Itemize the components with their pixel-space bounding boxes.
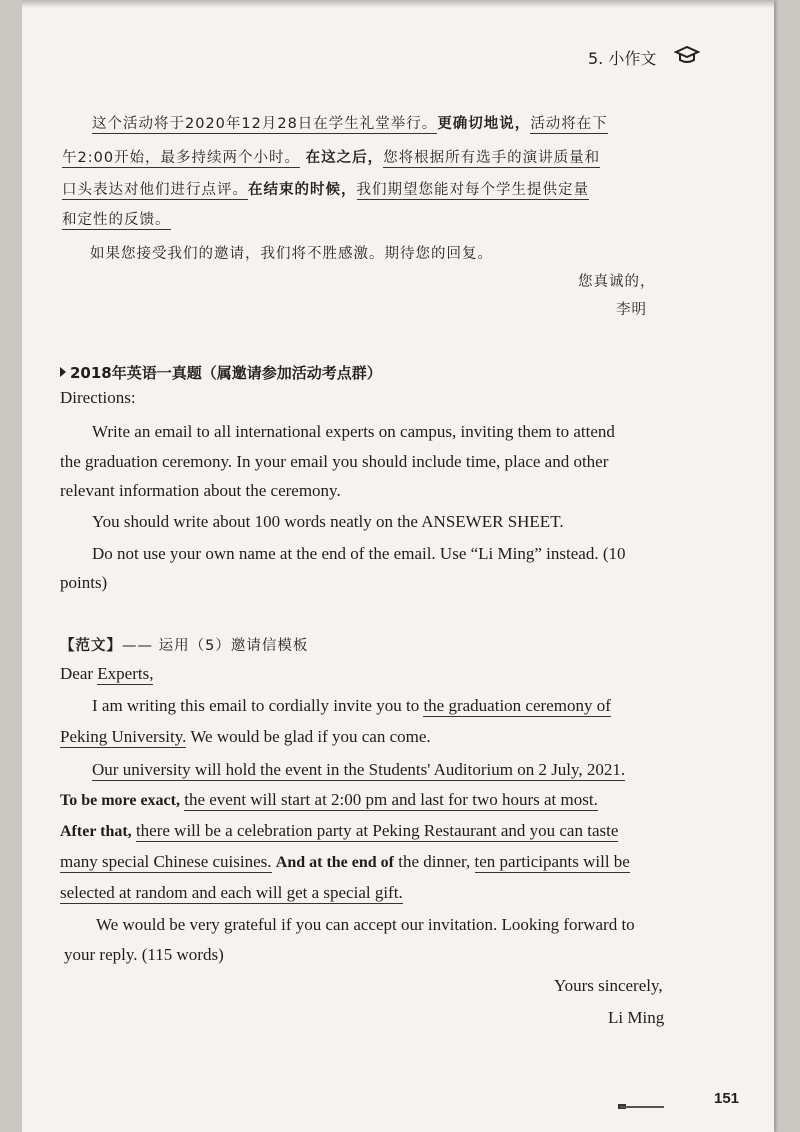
bold-transition: And at the end of — [275, 854, 394, 871]
directions-p3-line2: points) — [60, 573, 108, 592]
zh-underlined-text: 您将根据所有选手的演讲质量和 — [383, 150, 601, 166]
underlined-phrase: Peking University. — [60, 727, 187, 746]
directions-p1-line3: relevant information about the ceremony. — [60, 481, 341, 500]
sentence-text: I am writing this email to cordially invite you to — [92, 696, 424, 715]
sample-heading-label: 【范文】 — [60, 638, 122, 654]
chapter-header: 5. 小作文 — [588, 49, 657, 68]
zh-underlined-text: 活动将在下 — [530, 116, 608, 132]
directions-p2: You should write about 100 words neatly on the ANSEWER SHEET. — [92, 512, 564, 531]
zh-underlined-text: 口头表达对他们进行点评。 — [62, 182, 248, 198]
zh-line-3 — [62, 178, 589, 199]
zh-bold-text: 在这之后， — [305, 150, 384, 166]
underlined-phrase: selected at random and each will get a special gift. — [60, 883, 403, 902]
zh-underlined-text: 我们期望您能对每个学生提供定量 — [356, 182, 589, 198]
triangle-bullet-icon — [60, 367, 66, 377]
sample-line-3 — [92, 760, 625, 780]
exam-title — [60, 362, 382, 383]
book-page — [22, 0, 774, 1132]
directions-label: Directions: — [60, 388, 136, 407]
zh-signature: 李明 — [616, 302, 647, 318]
zh-line-2 — [62, 146, 600, 167]
sample-heading — [60, 634, 308, 655]
underlined-phrase: Our university will hold the event in the Students' Auditorium on 2 July, 2021. — [92, 760, 626, 779]
zh-line-1 — [92, 112, 608, 133]
exam-title-text: 2018年英语一真题（属邀请参加活动考点群） — [70, 364, 382, 382]
zh-underlined-text: 这个活动将于2020年12月28日在学生礼堂举行。 — [92, 116, 438, 132]
underlined-phrase: ten participants will be — [474, 852, 630, 871]
zh-bold-text: 在结束的时候， — [248, 182, 357, 198]
sample-line-4 — [60, 790, 598, 810]
directions-p3-line1: Do not use your own name at the end of the email. Use “Li Ming” instead. (10 — [92, 544, 626, 563]
graduation-cap-icon — [674, 44, 700, 66]
bold-transition: To be more exact, — [60, 792, 180, 809]
underlined-phrase: many special Chinese cuisines. — [60, 852, 272, 871]
directions-p1-line1: Write an email to all international experts on campus, inviting them to attend — [92, 422, 615, 441]
sentence-text: We would be glad if you can come. — [186, 727, 431, 746]
sample-line-9: your reply. (115 words) — [64, 945, 224, 964]
sample-line-7 — [60, 883, 403, 903]
greeting — [60, 664, 153, 684]
sample-line-5 — [60, 821, 618, 841]
essay-signature: Li Ming — [608, 1008, 665, 1027]
zh-line-4 — [62, 208, 171, 229]
sample-line-1 — [92, 696, 611, 716]
footer-rule — [620, 1106, 664, 1108]
sample-line-2 — [60, 727, 431, 747]
page-number: 151 — [714, 1090, 740, 1107]
sentence-text: the dinner, — [398, 852, 471, 871]
sample-line-8: We would be very grateful if you can accept our invitation. Looking forward to — [96, 915, 635, 934]
zh-underlined-text: 和定性的反馈。 — [62, 212, 171, 228]
underlined-phrase: the event will start at 2:00 pm and last for two hours at most. — [184, 790, 598, 809]
zh-underlined-text: 午2:00开始，最多持续两个小时。 — [62, 150, 301, 166]
underlined-phrase: the graduation ceremony of — [423, 696, 611, 715]
bold-transition: After that, — [60, 823, 132, 840]
greeting-text: Dear — [60, 664, 98, 683]
zh-closing: 您真诚的， — [578, 274, 656, 290]
zh-line-5: 如果您接受我们的邀请，我们将不胜感激。期待您的回复。 — [90, 246, 493, 262]
sample-heading-note: —— 运用（5）邀请信模板 — [122, 638, 309, 654]
underlined-phrase: there will be a celebration party at Peking Restaurant and you can taste — [135, 821, 619, 840]
directions-p1-line2: the graduation ceremony. In your email you should include time, place and other — [60, 452, 609, 471]
zh-bold-text: 更确切地说， — [437, 116, 531, 132]
greeting-recipient: Experts, — [97, 664, 154, 683]
sample-line-6 — [60, 852, 630, 872]
essay-closing: Yours sincerely, — [554, 976, 663, 995]
